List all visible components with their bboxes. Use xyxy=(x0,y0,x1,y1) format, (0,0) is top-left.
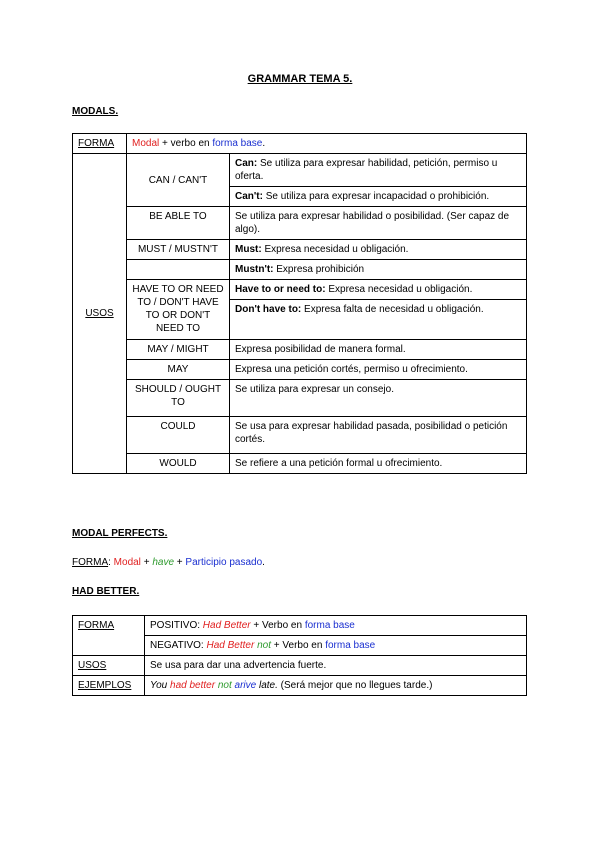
modal-use: Expresa posibilidad de manera formal. xyxy=(230,340,527,360)
modal-perfects-heading: MODAL PERFECTS. xyxy=(72,528,168,539)
modal-name: WOULD xyxy=(127,454,230,474)
table-row xyxy=(73,676,527,696)
modal-use: Don't have to: Expresa falta de necesidad u obligación. xyxy=(230,300,527,340)
usos-value: Se usa para dar una advertencia fuerte. xyxy=(145,656,527,676)
modal-name: CAN / CAN'T xyxy=(127,154,230,207)
modal-name: BE ABLE TO xyxy=(127,207,230,240)
ejemplo-value: You had better not arive late. (Será mejor que no llegues tarde.) xyxy=(145,676,527,696)
had-better-table xyxy=(72,615,527,696)
modal-use: Have to or need to: Expresa necesidad u obligación. xyxy=(230,280,527,300)
modal-name: MAY / MIGHT xyxy=(127,340,230,360)
table-row xyxy=(73,380,527,417)
positivo-value: POSITIVO: Had Better + Verbo en forma base xyxy=(145,616,527,636)
forma-row xyxy=(73,134,527,154)
modal-use: Se utiliza para expresar un consejo. xyxy=(230,380,527,417)
modal-use: Mustn't: Expresa prohibición xyxy=(230,260,527,280)
modal-name: SHOULD / OUGHT TO xyxy=(127,380,230,417)
modal-use: Can't: Se utiliza para expresar incapacidad o prohibición. xyxy=(230,187,527,207)
modal-name: HAVE TO OR NEED TO / DON'T HAVE TO OR DON'T NEED TO xyxy=(127,280,230,340)
table-row xyxy=(73,154,527,187)
modal-use: Se refiere a una petición formal u ofrecimiento. xyxy=(230,454,527,474)
table-row xyxy=(73,340,527,360)
table-row xyxy=(73,207,527,240)
table-row xyxy=(73,616,527,636)
modals-table xyxy=(72,133,527,474)
table-row xyxy=(73,240,527,260)
table-row xyxy=(73,260,527,280)
modal-use: Se utiliza para expresar habilidad o posibilidad. (Ser capaz de algo). xyxy=(230,207,527,240)
ejemplos-label: EJEMPLOS xyxy=(73,676,145,696)
modal-perfects-forma: FORMA: Modal + have + Participio pasado. xyxy=(72,557,265,568)
modal-name: MAY xyxy=(127,360,230,380)
forma-label: FORMA xyxy=(73,616,145,656)
table-row xyxy=(73,280,527,300)
usos-label: USOS xyxy=(73,656,145,676)
negativo-value: NEGATIVO: Had Better not + Verbo en forma base xyxy=(145,636,527,656)
modal-use: Se usa para expresar habilidad pasada, posibilidad o petición cortés. xyxy=(230,417,527,454)
table-row xyxy=(73,454,527,474)
table-row xyxy=(73,360,527,380)
modal-use: Must: Expresa necesidad u obligación. xyxy=(230,240,527,260)
modal-use: Expresa una petición cortés, permiso u ofrecimiento. xyxy=(230,360,527,380)
modal-name: COULD xyxy=(127,417,230,454)
forma-value: Modal + verbo en forma base. xyxy=(127,134,527,154)
usos-label: USOS xyxy=(73,154,127,474)
modals-heading: MODALS. xyxy=(72,106,119,117)
table-row xyxy=(73,656,527,676)
had-better-heading: HAD BETTER. xyxy=(72,586,140,597)
page-title: GRAMMAR TEMA 5. xyxy=(247,73,353,85)
modal-name: MUST / MUSTN'T xyxy=(127,240,230,260)
forma-label: FORMA xyxy=(73,134,127,154)
modal-name-empty xyxy=(127,260,230,280)
table-row xyxy=(73,417,527,454)
modal-use: Can: Se utiliza para expresar habilidad, petición, permiso u oferta. xyxy=(230,154,527,187)
